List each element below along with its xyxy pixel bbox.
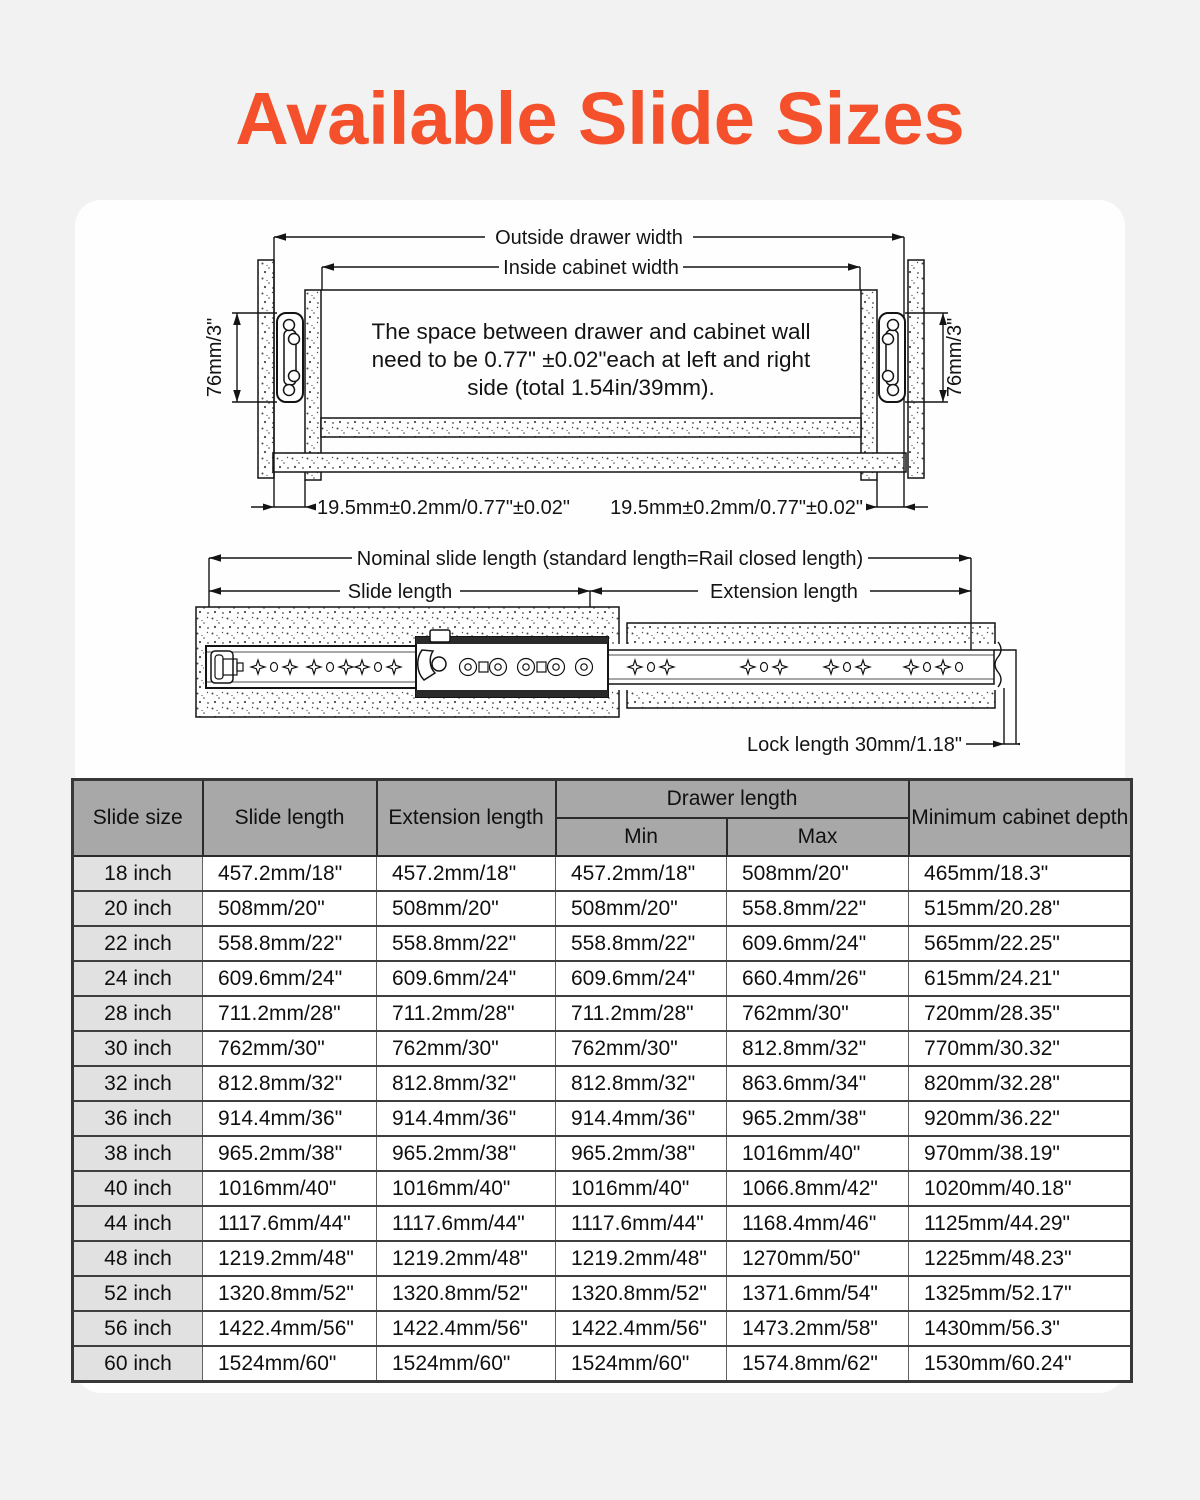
row-drawer-max-cell: 1016mm/40" [727,1136,909,1171]
cross-section-diagram [155,215,1035,525]
table-row [73,1311,1132,1346]
row-drawer-min-cell: 711.2mm/28" [556,996,727,1031]
row-drawer-min-cell: 558.8mm/22" [556,926,727,961]
row-drawer-max-cell: 762mm/30" [727,996,909,1031]
row-extension-length-cell: 508mm/20" [377,891,556,926]
row-slide-size-cell: 56 inch [73,1311,203,1346]
header-drawer-min: Min [556,818,727,856]
row-slide-size-cell: 40 inch [73,1171,203,1206]
row-slide-size-cell: 22 inch [73,926,203,961]
row-slide-size-cell: 30 inch [73,1031,203,1066]
right-gap-label: 19.5mm±0.2mm/0.77"±0.02" [610,497,863,519]
row-drawer-max-cell: 1270mm/50" [727,1241,909,1276]
drawer-bottom-board [321,418,861,437]
table-row [73,1241,1132,1276]
row-extension-length-cell: 1524mm/60" [377,1346,556,1382]
header-slide-size: Slide size [73,780,203,857]
table-row [73,1346,1132,1382]
row-extension-length-cell: 1320.8mm/52" [377,1276,556,1311]
row-slide-length-cell: 914.4mm/36" [203,1101,377,1136]
header-slide-length: Slide length [203,780,377,857]
row-slide-size-cell: 60 inch [73,1346,203,1382]
row-drawer-max-cell: 558.8mm/22" [727,891,909,926]
row-slide-length-cell: 762mm/30" [203,1031,377,1066]
row-cabinet-depth-cell: 1020mm/40.18" [909,1171,1132,1206]
right-cabinet-wall [908,260,924,478]
row-slide-size-cell: 38 inch [73,1136,203,1171]
row-slide-length-cell: 1320.8mm/52" [203,1276,377,1311]
row-extension-length-cell: 762mm/30" [377,1031,556,1066]
row-slide-length-cell: 1422.4mm/56" [203,1311,377,1346]
left-drawer-wall [305,290,321,480]
header-min-cabinet-depth: Minimum cabinet depth [909,780,1132,857]
left-slide-profile [277,313,303,402]
row-drawer-max-cell: 965.2mm/38" [727,1101,909,1136]
row-slide-size-cell: 48 inch [73,1241,203,1276]
left-gap-label: 19.5mm±0.2mm/0.77"±0.02" [317,497,570,519]
left-gap-dimension [251,480,570,519]
row-drawer-max-cell: 1371.6mm/54" [727,1276,909,1311]
table-row [73,1276,1132,1311]
row-drawer-min-cell: 762mm/30" [556,1031,727,1066]
spacing-note [371,319,811,400]
slide-length-diagram [180,540,1020,770]
row-drawer-max-cell: 812.8mm/32" [727,1031,909,1066]
cabinet-bottom-board [273,453,906,472]
row-extension-length-cell: 1117.6mm/44" [377,1206,556,1241]
row-cabinet-depth-cell: 720mm/28.35" [909,996,1132,1031]
sizes-table-body [73,856,1132,1382]
row-drawer-max-cell: 1066.8mm/42" [727,1171,909,1206]
row-slide-size-cell: 44 inch [73,1206,203,1241]
row-drawer-min-cell: 1422.4mm/56" [556,1311,727,1346]
header-drawer-max: Max [727,818,909,856]
header-drawer-length: Drawer length [556,780,909,819]
row-slide-size-cell: 24 inch [73,961,203,996]
right-height-label: 76mm/3" [944,317,966,398]
row-slide-size-cell: 36 inch [73,1101,203,1136]
drawer-member [416,630,608,697]
row-cabinet-depth-cell: 970mm/38.19" [909,1136,1132,1171]
row-cabinet-depth-cell: 1530mm/60.24" [909,1346,1132,1382]
row-drawer-min-cell: 1219.2mm/48" [556,1241,727,1276]
row-slide-length-cell: 1016mm/40" [203,1171,377,1206]
table-row [73,1206,1132,1241]
inside-width-label: Inside cabinet width [503,257,679,279]
lock-length-dimension [747,734,1020,756]
table-row [73,1066,1132,1101]
right-slide-profile [879,313,905,402]
table-row [73,1171,1132,1206]
row-drawer-min-cell: 1320.8mm/52" [556,1276,727,1311]
row-drawer-max-cell: 863.6mm/34" [727,1066,909,1101]
row-slide-length-cell: 609.6mm/24" [203,961,377,996]
row-drawer-max-cell: 1473.2mm/58" [727,1311,909,1346]
left-cabinet-wall [258,260,274,478]
row-slide-length-cell: 558.8mm/22" [203,926,377,961]
inside-width-dimension [322,257,860,290]
row-drawer-min-cell: 609.6mm/24" [556,961,727,996]
outside-width-label: Outside drawer width [495,227,683,249]
table-row [73,1136,1132,1171]
sizes-table-header [73,780,1132,857]
header-extension-length: Extension length [377,780,556,857]
row-drawer-max-cell: 508mm/20" [727,856,909,891]
table-row [73,1031,1132,1066]
spacing-note-line2: need to be 0.77" ±0.02"each at left and right [371,347,811,372]
row-cabinet-depth-cell: 615mm/24.21" [909,961,1132,996]
row-extension-length-cell: 965.2mm/38" [377,1136,556,1171]
row-slide-size-cell: 20 inch [73,891,203,926]
spacing-note-line1: The space between drawer and cabinet wall [371,319,811,344]
row-drawer-max-cell: 660.4mm/26" [727,961,909,996]
row-cabinet-depth-cell: 1325mm/52.17" [909,1276,1132,1311]
row-drawer-min-cell: 1524mm/60" [556,1346,727,1382]
row-drawer-min-cell: 965.2mm/38" [556,1136,727,1171]
row-cabinet-depth-cell: 1125mm/44.29" [909,1206,1132,1241]
row-drawer-min-cell: 457.2mm/18" [556,856,727,891]
right-gap-dimension [610,480,928,519]
table-row [73,891,1132,926]
row-slide-length-cell: 812.8mm/32" [203,1066,377,1101]
row-slide-size-cell: 28 inch [73,996,203,1031]
extension-length-dimension [590,581,971,603]
slide-length-dimension [209,581,590,607]
right-drawer-wall [861,290,877,480]
row-slide-length-cell: 711.2mm/28" [203,996,377,1031]
table-row [73,996,1132,1031]
row-cabinet-depth-cell: 1225mm/48.23" [909,1241,1132,1276]
row-slide-size-cell: 18 inch [73,856,203,891]
table-row [73,961,1132,996]
row-drawer-min-cell: 508mm/20" [556,891,727,926]
row-slide-length-cell: 1117.6mm/44" [203,1206,377,1241]
slide-length-label: Slide length [347,581,453,603]
row-slide-length-cell: 508mm/20" [203,891,377,926]
left-height-label: 76mm/3" [204,317,226,398]
page-title: Available Slide Sizes [235,77,965,160]
row-drawer-max-cell: 1574.8mm/62" [727,1346,909,1382]
row-slide-size-cell: 52 inch [73,1276,203,1311]
row-cabinet-depth-cell: 515mm/20.28" [909,891,1132,926]
row-cabinet-depth-cell: 820mm/32.28" [909,1066,1132,1101]
row-drawer-min-cell: 812.8mm/32" [556,1066,727,1101]
row-drawer-max-cell: 609.6mm/24" [727,926,909,961]
row-extension-length-cell: 1219.2mm/48" [377,1241,556,1276]
row-cabinet-depth-cell: 770mm/30.32" [909,1031,1132,1066]
row-drawer-min-cell: 1016mm/40" [556,1171,727,1206]
row-cabinet-depth-cell: 920mm/36.22" [909,1101,1132,1136]
nominal-length-label: Nominal slide length (standard length=Rail closed length) [356,548,864,570]
row-slide-length-cell: 1524mm/60" [203,1346,377,1382]
row-cabinet-depth-cell: 565mm/22.25" [909,926,1132,961]
row-extension-length-cell: 914.4mm/36" [377,1101,556,1136]
lock-length-label: Lock length 30mm/1.18" [747,734,962,756]
row-extension-length-cell: 711.2mm/28" [377,996,556,1031]
row-extension-length-cell: 1016mm/40" [377,1171,556,1206]
row-drawer-min-cell: 914.4mm/36" [556,1101,727,1136]
row-drawer-max-cell: 1168.4mm/46" [727,1206,909,1241]
row-slide-length-cell: 965.2mm/38" [203,1136,377,1171]
row-cabinet-depth-cell: 465mm/18.3" [909,856,1132,891]
row-extension-length-cell: 457.2mm/18" [377,856,556,891]
extension-length-label: Extension length [710,581,858,603]
row-extension-length-cell: 558.8mm/22" [377,926,556,961]
table-row [73,1101,1132,1136]
table-row [73,926,1132,961]
row-drawer-min-cell: 1117.6mm/44" [556,1206,727,1241]
row-slide-size-cell: 32 inch [73,1066,203,1101]
row-slide-length-cell: 1219.2mm/48" [203,1241,377,1276]
spacing-note-line3: side (total 1.54in/39mm). [467,375,715,400]
row-extension-length-cell: 812.8mm/32" [377,1066,556,1101]
row-extension-length-cell: 609.6mm/24" [377,961,556,996]
sizes-table [71,778,1133,1383]
row-cabinet-depth-cell: 1430mm/56.3" [909,1311,1132,1346]
table-row [73,856,1132,891]
row-slide-length-cell: 457.2mm/18" [203,856,377,891]
row-extension-length-cell: 1422.4mm/56" [377,1311,556,1346]
